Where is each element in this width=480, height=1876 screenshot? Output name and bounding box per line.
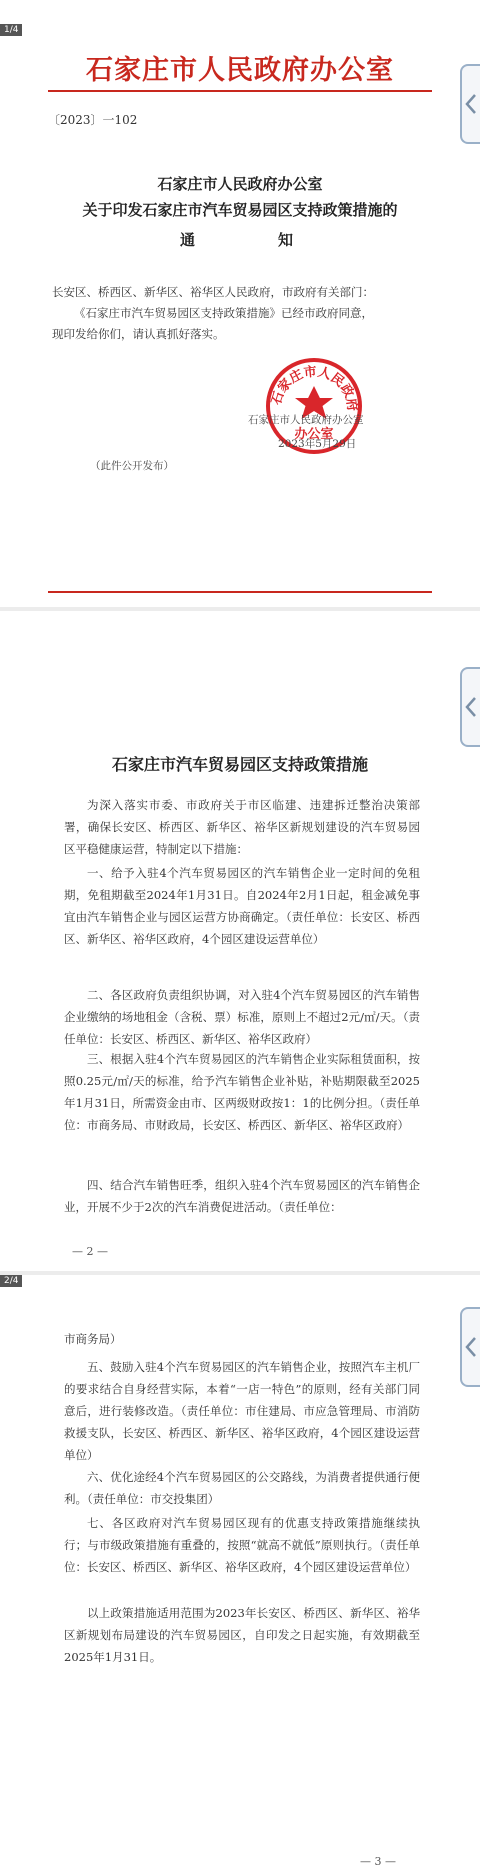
document-page-1 — [0, 0, 480, 611]
policy-item-2: 二、各区政府负责组织协调，对入驻4个汽车贸易园区的汽车销售企业缴纳的场地租金（含税、票）标准，原则上不超过2元/㎡/天。（责任单位：长安区、桥西区、新华区、裕华区政府） — [64, 988, 420, 1046]
page-indicator: 1/4 — [0, 24, 22, 36]
header-red-rule — [48, 90, 432, 92]
page-number: — 3 — — [360, 1855, 396, 1868]
page-indicator: 2/4 — [0, 1275, 22, 1287]
footer-red-rule — [48, 591, 432, 593]
policy-closing: 以上政策措施适用范围为2023年长安区、桥西区、新华区、裕华区新规划布局建设的汽车贸易园区，自印发之日起实施，有效期截至2025年1月31日。 — [64, 1606, 420, 1664]
svg-text:石家庄市人民政府: 石家庄市人民政府 — [269, 364, 360, 413]
notice-title-tong: 通 — [180, 231, 196, 249]
policy-item-1: 一、给予入驻4个汽车贸易园区的汽车销售企业一定时间的免租期，免租期截至2024年1月31日。自2024年2月1日起，租金减免事宜由汽车销售企业与园区运营方协商确定。（责任单位：长安区、桥西区、新华区、裕华区政府，4个园区建设运营单位） — [64, 866, 420, 946]
chevron-left-icon — [465, 1336, 477, 1358]
document-page-2 — [0, 611, 480, 1275]
issue-date: 2023年5月29日 — [278, 438, 357, 450]
svg-text:办公室: 办公室 — [294, 427, 334, 442]
side-tab-button[interactable] — [460, 667, 480, 747]
policy-item-6: 六、优化途经4个汽车贸易园区的公交路线，为消费者提供通行便利。（责任单位：市交投集团） — [64, 1470, 420, 1506]
issuer-header: 石家庄市人民政府办公室 — [86, 55, 394, 86]
notice-title-zhi: 知 — [278, 231, 294, 249]
chevron-left-icon — [465, 93, 477, 115]
public-release-note: （此件公开发布） — [90, 460, 174, 472]
policy-item-7: 七、各区政府对汽车贸易园区现有的优惠支持政策措施继续执行；与市级政策措施有重叠的，按照“就高不就低”原则执行。（责任单位：长安区、桥西区、新华区、裕华区政府，4个园区建设运营单位） — [64, 1516, 420, 1574]
policy-item-4-continued: 市商务局） — [64, 1332, 122, 1346]
policy-item-4: 四、结合汽车销售旺季，组织入驻4个汽车贸易园区的汽车销售企业，开展不少于2次的汽车消费促进活动。（责任单位： — [64, 1178, 420, 1214]
issuer-signature: 石家庄市人民政府办公室 — [248, 414, 364, 426]
policy-title: 石家庄市汽车贸易园区支持政策措施 — [111, 755, 368, 774]
notice-title-line2: 关于印发石家庄市汽车贸易园区支持政策措施的 — [82, 201, 398, 219]
document-page-3 — [0, 1275, 480, 1876]
policy-item-3: 三、根据入驻4个汽车贸易园区的汽车销售企业实际租赁面积，按照0.25元/㎡/天的标准，给予汽车销售企业补贴，补贴期限截至2025年1月31日，所需资金由市、区两级财政按1：1的比例分担。（责任单位：市商务局、市财政局，长安区、桥西区、新华区、裕华区政府） — [64, 1052, 420, 1132]
policy-item-5: 五、鼓励入驻4个汽车贸易园区的汽车销售企业，按照汽车主机厂的要求结合自身经营实际，本着“一店一特色”的原则，经有关部门同意后，进行装修改造。（责任单位：市住建局、市应急管理局、市消防救援支队，长安区、桥西区、新华区、裕华区政府，4个园区建设运营单位） — [64, 1360, 420, 1462]
policy-intro: 为深入落实市委、市政府关于市区临建、违建拆迁整治决策部署，确保长安区、桥西区、新华区、裕华区新规划建设的汽车贸易园区平稳健康运营，特制定以下措施： — [64, 798, 420, 856]
recipients: 长安区、桥西区、新华区、裕华区人民政府，市政府有关部门： — [52, 285, 374, 299]
notice-body-line1: 《石家庄市汽车贸易园区支持政策措施》已经市政府同意， — [74, 306, 373, 320]
page-number: — 2 — — [72, 1245, 108, 1258]
notice-body-line2: 现印发给你们，请认真抓好落实。 — [52, 327, 225, 341]
side-tab-button[interactable] — [460, 1307, 480, 1387]
notice-title-line1: 石家庄市人民政府办公室 — [157, 175, 323, 193]
document-number: 〔2023〕一102 — [48, 113, 138, 127]
chevron-left-icon — [465, 696, 477, 718]
